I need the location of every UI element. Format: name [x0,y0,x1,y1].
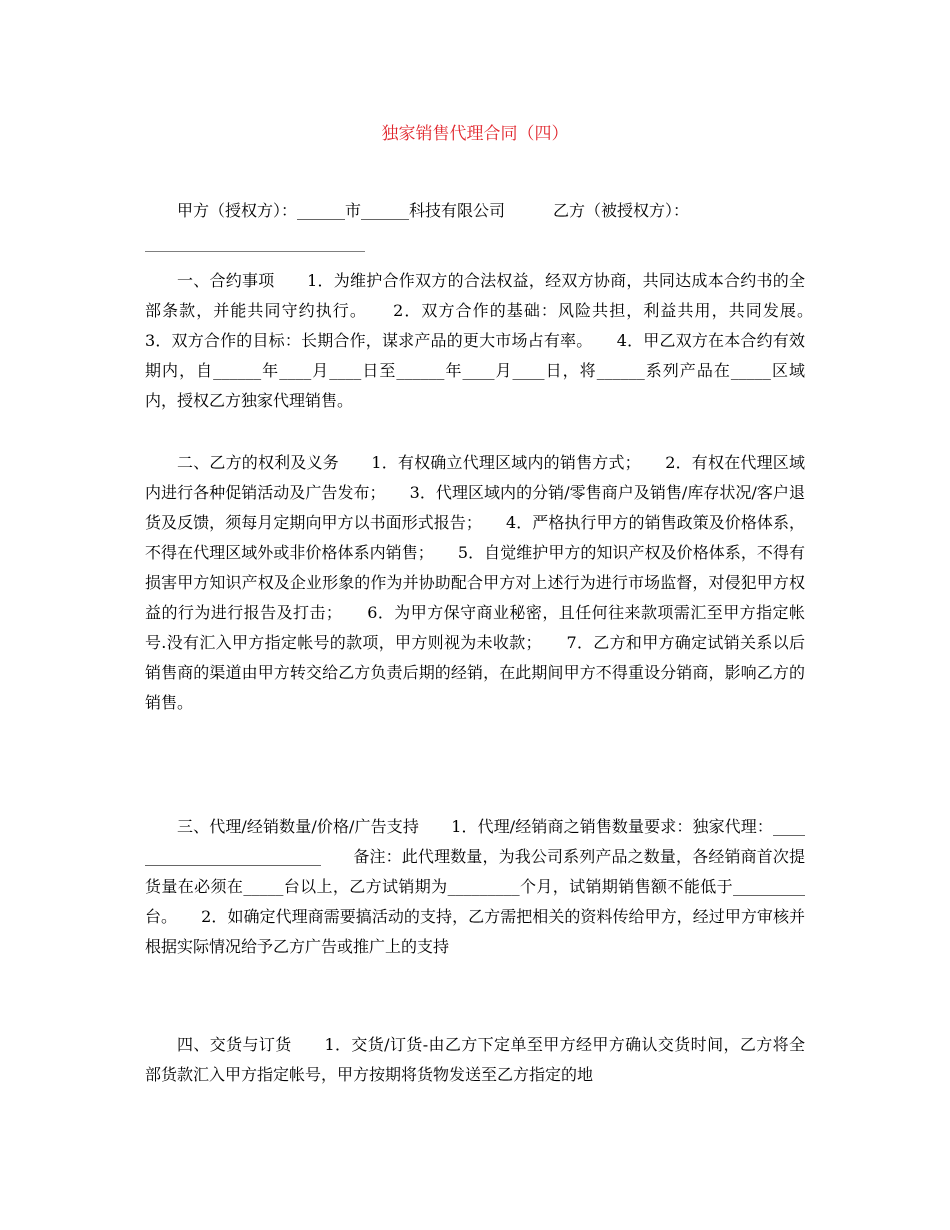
document-title: 独家销售代理合同（四） [381,124,569,144]
parties-line: 甲方（授权方）：______市______科技有限公司 乙方（被授权方）： [177,201,690,220]
section-contract-items: 一、合约事项 1．为维护合作双方的合法权益，经双方协商，共同达成本合约书的全部条款，并能共同守约执行。 2．双方合作的基础：风险共担，利益共用，共同发展。 3．双方合作的目标：长期合作，谋求产品的更大市场占有率。 4．甲乙双方在本合约有效期内，自______年____月____日至______年____月____日，将______系列产品在_____区域内，授权乙方独家代理销售。 [145,271,838,410]
section-party-b-rights: 二、乙方的权利及义务 1．有权确立代理区域内的销售方式； 2．有权在代理区域内进行各种促销活动及广告发布； 3．代理区域内的分销/零售商户及销售/库存状况/客户退货及反馈，须每月定期向甲方以书面形式报告； 4．严格执行甲方的销售政策及价格体系，不得在代理区域外或非价格体系内销售； 5．自觉维护甲方的知识产权及价格体系，不得有损害甲方知识产权及企业形象的作为并协助配合甲方对上述行为进行市场监督，对侵犯甲方权益的行为进行报告及打击； 6．为甲方保守商业秘密，且任何往来款项需汇至甲方指定帐号.没有汇入甲方指定帐号的款项，甲方则视为未收款； 7．乙方和甲方确定试销关系以后销售商的渠道由甲方转交给乙方负责后期的经销，在此期间甲方不得重设分销商，影响乙方的销售。 [145,453,805,712]
signature-blank-line [145,251,365,252]
section-quantity-price-ads: 三、代理/经销数量/价格/广告支持 1．代理/经销商之销售数量要求：独家代理：__________________________ 备注：此代理数量，为我公司系列产品之数量，各经销商首次提货量在必须在_____台以上，乙方试销期为_________个月，试销期销售额不能低于_________台。 2．如确定代理商需要搞活动的支持，乙方需把相关的资料传给甲方，经过甲方审核并根据实际情况给予乙方广告或推广上的支持 [145,817,805,956]
section-delivery-orders: 四、交货与订货 1．交货/订货-由乙方下定单至甲方经甲方确认交货时间，乙方将全部货款汇入甲方指定帐号，甲方按期将货物发送至乙方指定的地 [145,1035,805,1084]
